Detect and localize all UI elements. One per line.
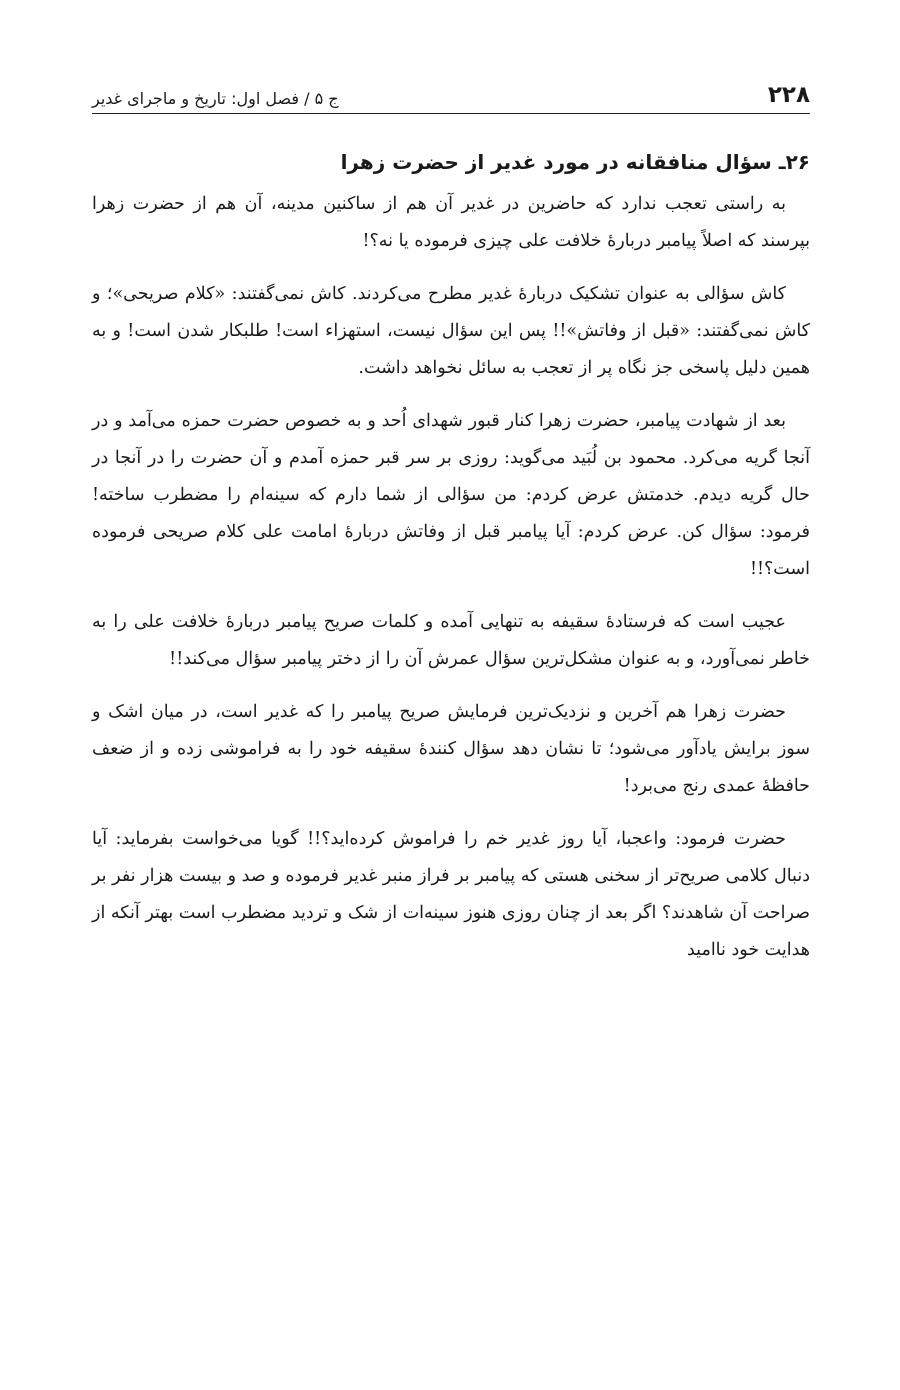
body-paragraph: به راستی تعجب ندارد که حاضرین در غدیر آن هم از ساکنین مدینه، آن هم از حضرت زهرا بپرسند که اصلاً پیامبر دربارهٔ خلافت علی چیزی فرموده یا نه؟!: [92, 194, 810, 251]
page-number: ۲۲۸: [767, 82, 810, 108]
book-page: [92, 62, 810, 985]
body-paragraph: حضرت فرمود: واعجبا، آیا روز غدیر خم را فراموش کرده‌اید؟!! گویا می‌خواست بفرماید: آیا دنبال کلامی صریح‌تر از سخنی هستی که پیامبر بر فراز منبر غدیر فرموده و صد و بیست هزار نفر بر صراحت آن شاهدند؟ اگر بعد از چنان روزی هنوز سینه‌ات از شک و تردید مضطرب است بهتر آنکه از هدایت خود ناامید: [92, 829, 810, 960]
body-paragraph: بعد از شهادت پیامبر، حضرت زهرا کنار قبور شهدای اُحد و به خصوص حضرت حمزه می‌آمد و در آنجا گریه می‌کرد. محمود بن لُبَید می‌گوید: روزی بر سر قبر حمزه آمدم و آن حضرت را در آنجا در حال گریه دیدم. خدمتش عرض کردم: من سؤالی از شما دارم که سینه‌ام را مضطرب ساخته! فرمود: سؤال کن. عرض کردم: آیا پیامبر قبل از وفاتش دربارهٔ امامت علی کلام صریحی فرموده است؟!!: [92, 411, 810, 579]
body-paragraph: کاش سؤالی به عنوان تشکیک دربارهٔ غدیر مطرح می‌کردند. کاش نمی‌گفتند: «کلام صریحی»؛ و کاش نمی‌گفتند: «قبل از وفاتش»!! پس این سؤال نیست، استهزاء است! طلبکار شدن است! و به همین دلیل پاسخی جز نگاه پر از تعجب به سائل نخواهد داشت.: [92, 284, 810, 378]
body-paragraph: عجیب است که فرستادهٔ سقیفه به تنهایی آمده و کلمات صریح پیامبر دربارهٔ خلافت علی را به خاطر نمی‌آورد، و به عنوان مشکل‌ترین سؤال عمرش آن را از دختر پیامبر سؤال می‌کند!!: [92, 612, 810, 669]
running-header: [92, 62, 810, 114]
running-title: ج ۵ / فصل اول: تاریخ و ماجرای غدیر: [92, 89, 339, 108]
section-heading: ۲۶ـ سؤال منافقانه در مورد غدیر از حضرت زهرا: [340, 150, 810, 174]
body-paragraph: حضرت زهرا هم آخرین و نزدیک‌ترین فرمایش صریح پیامبر را که غدیر است، در میان اشک و سوز برایش یادآور می‌شود؛ تا نشان دهد سؤال کنندهٔ سقیفه خود را به فراموشی زده و از ضعف حافظهٔ عمدی رنج می‌برد!: [92, 702, 811, 796]
